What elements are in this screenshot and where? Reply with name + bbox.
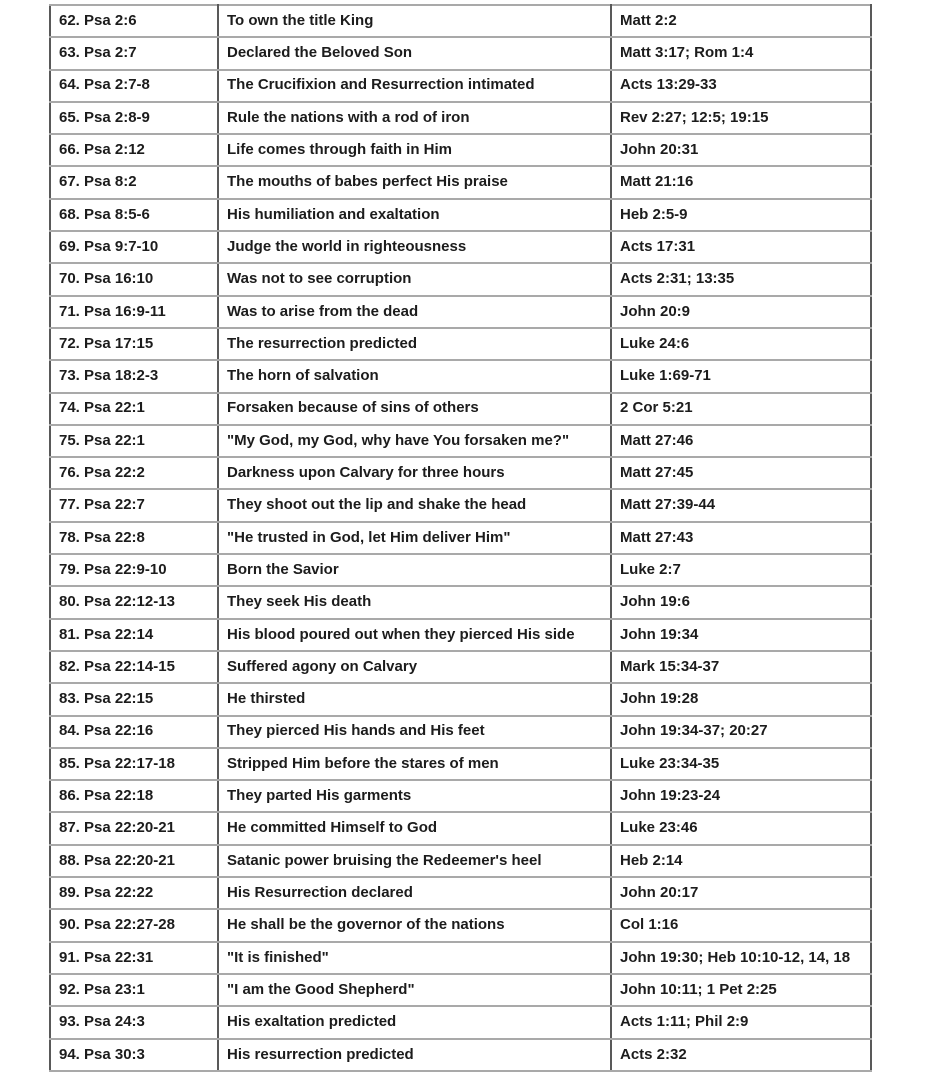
- psalm-reference-cell: 67. Psa 8:2: [50, 166, 218, 198]
- psalm-reference-cell: 70. Psa 16:10: [50, 263, 218, 295]
- table-row: [50, 296, 871, 328]
- description-cell: They parted His garments: [218, 780, 611, 812]
- fulfillment-reference-cell: Luke 24:6: [611, 328, 871, 360]
- prophecy-table: [49, 4, 872, 1072]
- fulfillment-reference-cell: John 20:9: [611, 296, 871, 328]
- psalm-reference-cell: 81. Psa 22:14: [50, 619, 218, 651]
- fulfillment-reference-cell: Luke 23:34-35: [611, 748, 871, 780]
- psalm-reference-cell: 93. Psa 24:3: [50, 1006, 218, 1038]
- table-row: [50, 586, 871, 618]
- table-row: [50, 166, 871, 198]
- psalm-reference-cell: 85. Psa 22:17-18: [50, 748, 218, 780]
- table-row: [50, 360, 871, 392]
- table-row: [50, 102, 871, 134]
- fulfillment-reference-cell: Mark 15:34-37: [611, 651, 871, 683]
- description-cell: The resurrection predicted: [218, 328, 611, 360]
- description-cell: "It is finished": [218, 942, 611, 974]
- description-cell: His exaltation predicted: [218, 1006, 611, 1038]
- fulfillment-reference-cell: Matt 21:16: [611, 166, 871, 198]
- psalm-reference-cell: 73. Psa 18:2-3: [50, 360, 218, 392]
- description-cell: Suffered agony on Calvary: [218, 651, 611, 683]
- psalm-reference-cell: 64. Psa 2:7-8: [50, 70, 218, 102]
- fulfillment-reference-cell: Matt 3:17; Rom 1:4: [611, 37, 871, 69]
- description-cell: His Resurrection declared: [218, 877, 611, 909]
- description-cell: "I am the Good Shepherd": [218, 974, 611, 1006]
- table-row: [50, 393, 871, 425]
- psalm-reference-cell: 84. Psa 22:16: [50, 716, 218, 748]
- table-row: [50, 554, 871, 586]
- prophecy-table-body: [50, 5, 871, 1071]
- psalm-reference-cell: 69. Psa 9:7-10: [50, 231, 218, 263]
- description-cell: Was not to see corruption: [218, 263, 611, 295]
- table-row: [50, 70, 871, 102]
- description-cell: Life comes through faith in Him: [218, 134, 611, 166]
- table-row: [50, 134, 871, 166]
- description-cell: His resurrection predicted: [218, 1039, 611, 1072]
- psalm-reference-cell: 89. Psa 22:22: [50, 877, 218, 909]
- psalm-reference-cell: 76. Psa 22:2: [50, 457, 218, 489]
- table-row: [50, 877, 871, 909]
- fulfillment-reference-cell: 2 Cor 5:21: [611, 393, 871, 425]
- table-row: [50, 5, 871, 37]
- psalm-reference-cell: 65. Psa 2:8-9: [50, 102, 218, 134]
- fulfillment-reference-cell: Acts 2:32: [611, 1039, 871, 1072]
- table-row: [50, 651, 871, 683]
- table-row: [50, 457, 871, 489]
- table-row: [50, 619, 871, 651]
- fulfillment-reference-cell: Matt 27:43: [611, 522, 871, 554]
- table-row: [50, 683, 871, 715]
- table-row: [50, 909, 871, 941]
- table-row: [50, 974, 871, 1006]
- table-row: [50, 845, 871, 877]
- description-cell: Satanic power bruising the Redeemer's heel: [218, 845, 611, 877]
- psalm-reference-cell: 75. Psa 22:1: [50, 425, 218, 457]
- table-row: [50, 942, 871, 974]
- fulfillment-reference-cell: John 19:34: [611, 619, 871, 651]
- description-cell: Declared the Beloved Son: [218, 37, 611, 69]
- psalm-reference-cell: 80. Psa 22:12-13: [50, 586, 218, 618]
- psalm-reference-cell: 78. Psa 22:8: [50, 522, 218, 554]
- description-cell: His humiliation and exaltation: [218, 199, 611, 231]
- fulfillment-reference-cell: John 19:23-24: [611, 780, 871, 812]
- fulfillment-reference-cell: Acts 1:11; Phil 2:9: [611, 1006, 871, 1038]
- description-cell: The horn of salvation: [218, 360, 611, 392]
- description-cell: The Crucifixion and Resurrection intimated: [218, 70, 611, 102]
- psalm-reference-cell: 88. Psa 22:20-21: [50, 845, 218, 877]
- description-cell: "My God, my God, why have You forsaken me?": [218, 425, 611, 457]
- fulfillment-reference-cell: John 19:30; Heb 10:10-12, 14, 18: [611, 942, 871, 974]
- table-row: [50, 716, 871, 748]
- psalm-reference-cell: 83. Psa 22:15: [50, 683, 218, 715]
- psalm-reference-cell: 91. Psa 22:31: [50, 942, 218, 974]
- description-cell: They pierced His hands and His feet: [218, 716, 611, 748]
- fulfillment-reference-cell: Luke 1:69-71: [611, 360, 871, 392]
- description-cell: Born the Savior: [218, 554, 611, 586]
- psalm-reference-cell: 62. Psa 2:6: [50, 5, 218, 37]
- fulfillment-reference-cell: Heb 2:5-9: [611, 199, 871, 231]
- table-row: [50, 263, 871, 295]
- psalm-reference-cell: 94. Psa 30:3: [50, 1039, 218, 1072]
- description-cell: They seek His death: [218, 586, 611, 618]
- description-cell: Stripped Him before the stares of men: [218, 748, 611, 780]
- description-cell: Darkness upon Calvary for three hours: [218, 457, 611, 489]
- table-row: [50, 231, 871, 263]
- fulfillment-reference-cell: John 19:28: [611, 683, 871, 715]
- fulfillment-reference-cell: John 20:17: [611, 877, 871, 909]
- description-cell: His blood poured out when they pierced His side: [218, 619, 611, 651]
- psalm-reference-cell: 66. Psa 2:12: [50, 134, 218, 166]
- psalm-reference-cell: 63. Psa 2:7: [50, 37, 218, 69]
- psalm-reference-cell: 71. Psa 16:9-11: [50, 296, 218, 328]
- description-cell: Was to arise from the dead: [218, 296, 611, 328]
- table-row: [50, 1006, 871, 1038]
- fulfillment-reference-cell: Col 1:16: [611, 909, 871, 941]
- psalm-reference-cell: 90. Psa 22:27-28: [50, 909, 218, 941]
- fulfillment-reference-cell: Matt 2:2: [611, 5, 871, 37]
- description-cell: Rule the nations with a rod of iron: [218, 102, 611, 134]
- table-row: [50, 199, 871, 231]
- fulfillment-reference-cell: John 19:34-37; 20:27: [611, 716, 871, 748]
- description-cell: They shoot out the lip and shake the head: [218, 489, 611, 521]
- description-cell: He thirsted: [218, 683, 611, 715]
- psalm-reference-cell: 86. Psa 22:18: [50, 780, 218, 812]
- psalm-reference-cell: 74. Psa 22:1: [50, 393, 218, 425]
- table-row: [50, 748, 871, 780]
- table-row: [50, 522, 871, 554]
- table-row: [50, 1039, 871, 1072]
- psalm-reference-cell: 79. Psa 22:9-10: [50, 554, 218, 586]
- table-row: [50, 37, 871, 69]
- psalm-reference-cell: 77. Psa 22:7: [50, 489, 218, 521]
- description-cell: To own the title King: [218, 5, 611, 37]
- fulfillment-reference-cell: Acts 17:31: [611, 231, 871, 263]
- description-cell: Judge the world in righteousness: [218, 231, 611, 263]
- fulfillment-reference-cell: Luke 2:7: [611, 554, 871, 586]
- psalm-reference-cell: 72. Psa 17:15: [50, 328, 218, 360]
- fulfillment-reference-cell: Rev 2:27; 12:5; 19:15: [611, 102, 871, 134]
- fulfillment-reference-cell: Matt 27:39-44: [611, 489, 871, 521]
- description-cell: Forsaken because of sins of others: [218, 393, 611, 425]
- table-row: [50, 425, 871, 457]
- fulfillment-reference-cell: Luke 23:46: [611, 812, 871, 844]
- table-row: [50, 328, 871, 360]
- fulfillment-reference-cell: John 20:31: [611, 134, 871, 166]
- fulfillment-reference-cell: Heb 2:14: [611, 845, 871, 877]
- table-row: [50, 489, 871, 521]
- description-cell: He shall be the governor of the nations: [218, 909, 611, 941]
- fulfillment-reference-cell: Acts 13:29-33: [611, 70, 871, 102]
- table-row: [50, 780, 871, 812]
- fulfillment-reference-cell: Acts 2:31; 13:35: [611, 263, 871, 295]
- description-cell: The mouths of babes perfect His praise: [218, 166, 611, 198]
- fulfillment-reference-cell: John 19:6: [611, 586, 871, 618]
- fulfillment-reference-cell: John 10:11; 1 Pet 2:25: [611, 974, 871, 1006]
- fulfillment-reference-cell: Matt 27:45: [611, 457, 871, 489]
- psalm-reference-cell: 87. Psa 22:20-21: [50, 812, 218, 844]
- table-row: [50, 812, 871, 844]
- fulfillment-reference-cell: Matt 27:46: [611, 425, 871, 457]
- description-cell: "He trusted in God, let Him deliver Him": [218, 522, 611, 554]
- description-cell: He committed Himself to God: [218, 812, 611, 844]
- psalm-reference-cell: 82. Psa 22:14-15: [50, 651, 218, 683]
- psalm-reference-cell: 68. Psa 8:5-6: [50, 199, 218, 231]
- psalm-reference-cell: 92. Psa 23:1: [50, 974, 218, 1006]
